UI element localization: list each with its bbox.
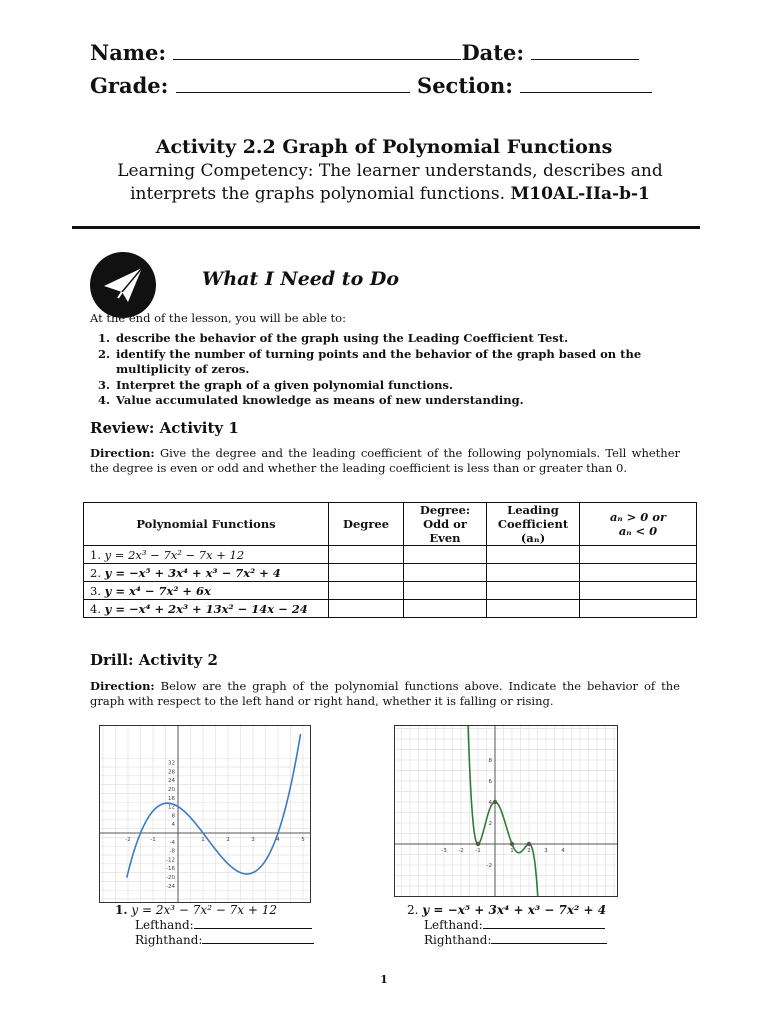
answer-cell[interactable] [487,600,580,618]
review-direction [90,446,680,476]
y-tick-label: 20 [168,787,175,793]
answer-cell[interactable] [404,546,487,564]
drill-direction [90,679,680,709]
name-label: Name: [90,40,167,65]
righthand-row-1 [135,933,314,947]
review-heading: Review: Activity 1 [90,419,239,437]
y-tick-label: -12 [166,857,175,864]
col-header-sign [580,503,697,546]
drill-heading: Drill: Activity 2 [90,651,218,669]
objective-item: 2. identify the number of turning points and the behavior of the graph based on the multiplicity of zeros. [114,347,714,378]
y-tick-label: -20 [166,875,175,881]
row-function: y = 2x³ − 7x² − 7x + 12 [104,547,245,562]
row-function: y = −x⁴ + 2x³ + 13x² − 14x − 24 [104,601,308,616]
objective-item: 3. Interpret the graph of a given polynomial functions. [114,378,714,394]
righthand-answer[interactable] [202,943,314,944]
lefthand-row-1 [135,918,312,932]
direction-text: Give the degree and the leading coefficient of the following polynomials. Tell whether the degree is even or odd and whether the leading coefficient is less than or greater than 0. [90,446,680,475]
graph-2 [394,725,618,897]
sign-line-2: aₙ < 0 [618,524,658,538]
learning-competency [90,160,690,206]
y-tick-label: -8 [169,848,175,855]
righthand-label: Righthand: [424,933,492,947]
competency-code: M10AL-IIa-b-1 [510,184,650,204]
graph-1-svg [100,726,310,902]
x-tick-label: 2 [527,848,531,854]
x-tick-label: 3 [544,848,548,854]
y-tick-label: 8 [171,813,175,820]
y-tick-label: -24 [166,883,175,890]
caption-function: y = 2x³ − 7x² − 7x + 12 [131,903,277,917]
y-tick-label: 6 [488,779,492,785]
answer-cell[interactable] [329,582,404,600]
row-number: 4. [90,601,101,616]
righthand-answer[interactable] [491,943,607,944]
x-tick-label: -1 [150,837,156,843]
lefthand-label: Lefthand: [424,918,483,932]
righthand-label: Righthand: [135,933,203,947]
col-header-odd-even: Degree: Odd or Even [404,503,487,546]
date-field[interactable] [531,59,639,60]
col-header-degree: Degree [329,503,404,546]
graph-1 [99,725,311,903]
caption-function: y = −x⁵ + 3x⁴ + x³ − 7x² + 4 [422,903,607,917]
answer-cell[interactable] [580,564,697,582]
direction-label: Direction: [90,446,155,460]
x-tick-label: -1 [475,848,481,854]
y-tick-label: 24 [168,778,175,785]
curve-point [476,842,480,846]
x-tick-label: 1 [201,837,205,843]
poly-cell [84,600,329,618]
x-tick-label: -2 [125,837,131,843]
lefthand-answer[interactable] [483,928,605,929]
grade-field[interactable] [176,92,410,93]
curve-point [493,800,497,804]
date-label: Date: [461,40,525,65]
answer-cell[interactable] [404,564,487,582]
answer-cell[interactable] [404,582,487,600]
y-tick-label: -16 [166,866,175,873]
x-tick-label: 4 [561,848,565,854]
page-title: Activity 2.2 Graph of Polynomial Functions [155,136,613,158]
answer-cell[interactable] [329,564,404,582]
col-header-poly: Polynomial Functions [84,503,329,546]
answer-cell[interactable] [487,546,580,564]
x-tick-label: 3 [251,837,255,843]
y-tick-label: 16 [168,795,175,802]
curve-point [527,842,531,846]
righthand-row-2 [424,933,607,947]
answer-cell[interactable] [329,600,404,618]
competency-text: Learning Competency: The learner understands, describes and interprets the graphs polynomial functions. [117,161,663,204]
poly-cell [84,564,329,582]
answer-cell[interactable] [580,546,697,564]
row-number: 3. [90,583,101,598]
caption-number: 2. [407,903,419,917]
objective-item: 4. Value accumulated knowledge as means of new understanding. [114,393,714,409]
x-tick-label: -2 [458,848,464,854]
x-tick-label: 1 [510,848,514,854]
x-tick-label: -3 [441,848,447,854]
y-tick-label: 8 [488,758,492,764]
answer-cell[interactable] [487,582,580,600]
graph-2-caption [407,903,606,917]
x-tick-label: 5 [301,837,305,843]
lefthand-label: Lefthand: [135,918,194,932]
curve-point [510,842,514,846]
section-field[interactable] [520,92,652,93]
caption-number: 1. [115,903,128,917]
col-header-leading [487,503,580,546]
y-tick-label: -2 [486,863,492,869]
x-tick-label: 2 [226,837,230,843]
answer-cell[interactable] [404,600,487,618]
y-tick-label: 28 [168,769,175,776]
sign-line-1: aₙ > 0 or [609,510,667,524]
answer-cell[interactable] [487,564,580,582]
poly-cell [84,582,329,600]
y-tick-label: -4 [169,839,175,846]
answer-cell[interactable] [580,600,697,618]
y-tick-label: 2 [488,821,492,827]
grade-label: Grade: [90,73,169,98]
row-function: y = −x⁵ + 3x⁴ + x³ − 7x² + 4 [104,565,281,580]
direction-label: Direction: [90,679,155,693]
objectives-list [90,331,714,409]
grade-row [90,73,652,98]
objective-item: 1. describe the behavior of the graph using the Leading Coefficient Test. [114,331,714,347]
graph-2-svg [395,726,617,896]
divider [72,226,700,229]
row-function: y = x⁴ − 7x² + 6x [104,583,211,598]
answer-cell[interactable] [580,582,697,600]
x-tick-label: 4 [276,837,280,843]
y-tick-label: 12 [168,804,175,811]
row-number: 1. [90,547,101,562]
leading-label: Leading Coefficient [497,503,569,531]
section-heading-need: What I Need to Do [202,268,400,290]
table-row [84,582,697,600]
y-tick-label: 4 [171,822,175,829]
table-row [84,600,697,618]
lefthand-row-2 [424,918,605,932]
table-row [84,546,697,564]
section-label: Section: [417,73,514,98]
direction-text: Below are the graph of the polynomial functions above. Indicate the behavior of the graph with respect to the left hand or right hand, whether it is falling or rising. [90,679,680,708]
intro-text: At the end of the lesson, you will be able to: [90,311,346,325]
polynomial-table [83,502,697,618]
poly-cell [84,546,329,564]
y-tick-label: 32 [168,760,175,767]
y-tick-label: 4 [488,800,492,806]
row-number: 2. [90,565,101,580]
page-number: 1 [380,973,388,986]
leading-symbol: (aₙ) [520,531,546,545]
name-row [90,40,639,65]
paper-plane-icon [90,252,156,318]
name-field[interactable] [173,59,461,60]
answer-cell[interactable] [329,546,404,564]
table-row [84,564,697,582]
table-header-row [84,503,697,546]
graph-1-caption [115,903,277,917]
lefthand-answer[interactable] [194,928,312,929]
